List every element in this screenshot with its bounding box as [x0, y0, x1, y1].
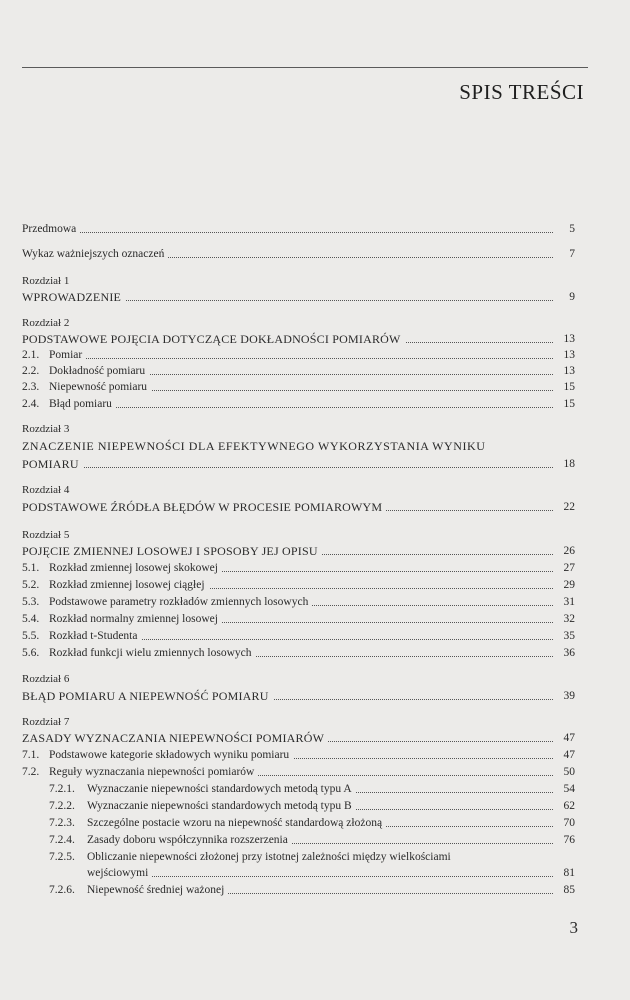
toc-entry-page: 47 [560, 730, 576, 746]
toc-entry-section[interactable] [22, 594, 575, 610]
toc-entry-page: 29 [560, 577, 576, 593]
section-number: 5.4. [22, 613, 40, 625]
section-title: Reguły wyznaczania niepewności pomiarów [49, 766, 255, 778]
toc-entry-section[interactable] [22, 611, 575, 627]
chapter-label: Rozdział 1 [22, 273, 575, 289]
chapter-label: Rozdział 4 [22, 482, 575, 498]
toc-entry-subsection[interactable] [87, 865, 575, 881]
toc-entry-page: 85 [560, 882, 576, 898]
toc-entry-page: 15 [560, 396, 576, 412]
toc-entry-section[interactable] [22, 379, 575, 395]
section-title: Podstawowe kategorie składowych wyniku pomiaru [49, 749, 290, 761]
toc-entry-title: PODSTAWOWE ŹRÓDŁA BŁĘDÓW W PROCESIE POMIAROWYM [22, 499, 386, 515]
subsection-title: Niepewność średniej ważonej [87, 884, 225, 896]
toc-entry-section[interactable] [22, 347, 575, 363]
toc-entry-section[interactable] [22, 560, 575, 576]
section-number: 5.1. [22, 562, 40, 574]
toc-entry-subsection[interactable] [49, 781, 575, 797]
section-number: 2.1. [22, 349, 40, 361]
subsection-number: 7.2.1. [49, 783, 75, 795]
page-number: 3 [569, 918, 578, 937]
section-number: 5.6. [22, 647, 40, 659]
toc-entry-chapter-3[interactable] [22, 456, 575, 472]
toc-entry-page: 54 [560, 781, 576, 797]
toc-entry-page: 22 [560, 499, 576, 515]
chapter-label: Rozdział 2 [22, 315, 575, 331]
toc-entry-page: 76 [560, 832, 576, 848]
toc-entry-title: ZASADY WYZNACZANIA NIEPEWNOŚCI POMIARÓW [22, 730, 328, 746]
toc-entry-page: 81 [560, 865, 576, 881]
toc-entry-title: WPROWADZENIE [22, 289, 125, 305]
toc-entry-subsection[interactable] [49, 815, 575, 831]
section-number: 7.1. [22, 749, 40, 761]
toc-entry-page: 31 [560, 594, 576, 610]
toc-entry-chapter-4[interactable] [22, 499, 575, 515]
section-title: Rozkład zmiennej losowej ciągłej [49, 579, 205, 591]
section-number: 5.5. [22, 630, 40, 642]
toc-entry-page: 7 [565, 246, 575, 262]
toc-entry-symbols[interactable] [22, 246, 575, 262]
toc-entry-page: 32 [560, 611, 576, 627]
subsection-number: 7.2.6. [49, 884, 75, 896]
page-title: SPIS TREŚCI [459, 80, 584, 104]
section-title: Rozkład normalny zmiennej losowej [49, 613, 218, 625]
toc-entry-subsection[interactable] [49, 798, 575, 814]
chapter-label: Rozdział 6 [22, 671, 575, 687]
toc-entry-title-line[interactable]: ZNACZENIE NIEPEWNOŚCI DLA EFEKTYWNEGO WYKORZYSTANIA WYNIKU [22, 439, 486, 453]
header-rule [22, 67, 588, 68]
toc-entry-page: 13 [560, 363, 576, 379]
section-number: 2.4. [22, 398, 40, 410]
toc-entry-page: 27 [560, 560, 576, 576]
toc-entry-page: 36 [560, 645, 576, 661]
section-number: 5.3. [22, 596, 40, 608]
toc-entry-title: POMIARU [22, 456, 83, 472]
toc-entry-title: PODSTAWOWE POJĘCIA DOTYCZĄCE DOKŁADNOŚCI POMIARÓW [22, 331, 405, 347]
subsection-title: wejściowymi [87, 865, 152, 881]
section-title: Niepewność pomiaru [49, 381, 148, 393]
toc-entry-page: 62 [560, 798, 576, 814]
chapter-label: Rozdział 3 [22, 421, 575, 437]
toc-entry-title: Przedmowa [22, 221, 80, 237]
dot-leader [22, 232, 553, 233]
toc-entry-page: 15 [560, 379, 576, 395]
chapter-label: Rozdział 7 [22, 714, 575, 730]
toc-entry-section[interactable] [22, 645, 575, 661]
section-title: Rozkład zmiennej losowej skokowej [49, 562, 218, 574]
toc-entry-subsection[interactable] [49, 832, 575, 848]
toc-entry-title: BŁĄD POMIARU A NIEPEWNOŚĆ POMIARU [22, 688, 273, 704]
subsection-number: 7.2.2. [49, 800, 75, 812]
toc-entry-section[interactable] [22, 577, 575, 593]
toc-entry-page: 47 [560, 747, 576, 763]
subsection-number: 7.2.3. [49, 817, 75, 829]
dot-leader [22, 467, 553, 468]
subsection-title: Zasady doboru współczynnika rozszerzenia [87, 834, 288, 846]
dot-leader [22, 358, 553, 359]
toc-entry-page: 70 [560, 815, 576, 831]
section-number: 5.2. [22, 579, 40, 591]
chapter-label: Rozdział 5 [22, 527, 575, 543]
subsection-title: Obliczanie niepewności złożonej przy istotnej zależności między wielkościami [87, 851, 451, 863]
toc-entry-title: POJĘCIE ZMIENNEJ LOSOWEJ I SPOSOBY JEJ OPISU [22, 543, 322, 559]
toc-entry-page: 39 [560, 688, 576, 704]
toc-entry-page: 18 [560, 456, 576, 472]
toc-entry-section[interactable] [22, 747, 575, 763]
dot-leader [87, 876, 553, 877]
toc-entry-section[interactable] [22, 628, 575, 644]
section-number: 2.3. [22, 381, 40, 393]
section-title: Rozkład t-Studenta [49, 630, 138, 642]
toc-entry-page: 50 [560, 764, 576, 780]
toc-entry-page: 26 [560, 543, 576, 559]
subsection-title: Wyznaczanie niepewności standardowych metodą typu A [87, 783, 352, 795]
subsection-title: Wyznaczanie niepewności standardowych metodą typu B [87, 800, 352, 812]
toc-entry-chapter-7[interactable] [22, 730, 575, 746]
toc-entry-section[interactable] [22, 396, 575, 412]
subsection-number: 7.2.4. [49, 834, 75, 846]
toc-entry-chapter-5[interactable] [22, 543, 575, 559]
toc-entry-section[interactable] [22, 764, 575, 780]
toc-entry-page: 5 [565, 221, 575, 237]
toc-entry-chapter-2[interactable] [22, 331, 575, 347]
section-title: Pomiar [49, 349, 83, 361]
toc-entry-chapter-6[interactable] [22, 688, 575, 704]
toc-entry-section[interactable] [22, 363, 575, 379]
toc-entry-title: Wykaz ważniejszych oznaczeń [22, 246, 168, 262]
subsection-number: 7.2.5. [49, 851, 75, 863]
toc-entry-page: 35 [560, 628, 576, 644]
toc-entry-page: 13 [560, 331, 576, 347]
subsection-title: Szczególne postacie wzoru na niepewność standardową złożoną [87, 817, 383, 829]
toc-entry-chapter-1[interactable] [22, 289, 575, 305]
toc-entry-preface[interactable] [22, 221, 575, 237]
toc-entry-title-line[interactable] [49, 849, 575, 865]
toc-entry-page: 9 [565, 289, 575, 305]
section-title: Rozkład funkcji wielu zmiennych losowych [49, 647, 252, 659]
section-title: Podstawowe parametry rozkładów zmiennych losowych [49, 596, 309, 608]
toc-entry-subsection[interactable] [49, 882, 575, 898]
section-number: 7.2. [22, 766, 40, 778]
section-number: 2.2. [22, 365, 40, 377]
section-title: Błąd pomiaru [49, 398, 112, 410]
toc-entry-page: 13 [560, 347, 576, 363]
section-title: Dokładność pomiaru [49, 365, 146, 377]
